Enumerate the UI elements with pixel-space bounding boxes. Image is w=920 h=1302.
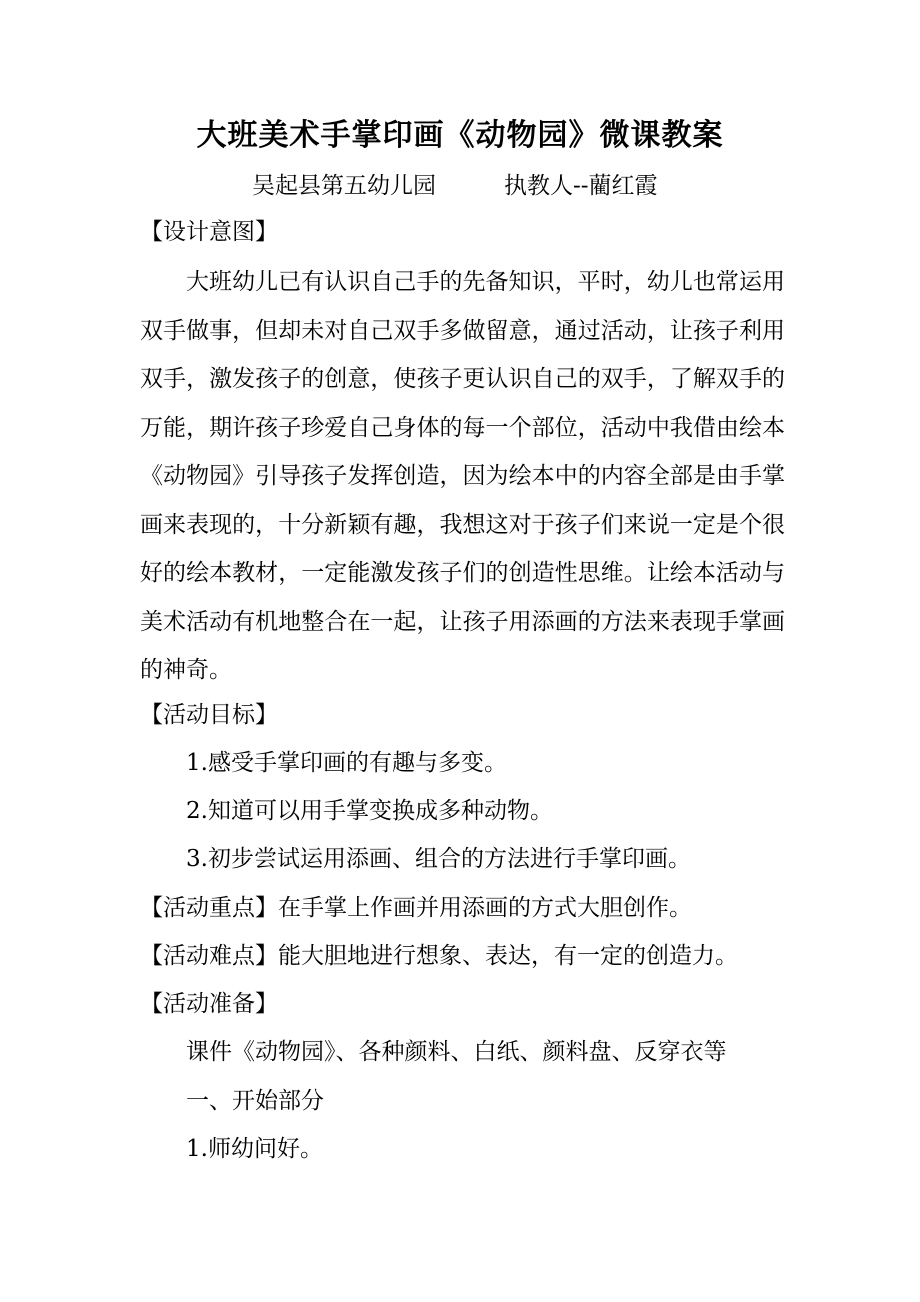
key-point: 【活动重点】在手掌上作画并用添画的方式大胆创作。 bbox=[140, 895, 692, 921]
preparation-heading: 【活动准备】 bbox=[140, 991, 278, 1017]
part-one-item-1: 1.师幼问好。 bbox=[186, 1136, 323, 1162]
design-intent-heading: 【设计意图】 bbox=[140, 219, 278, 245]
difficulty: 【活动难点】能大胆地进行想象、表达，有一定的创造力。 bbox=[140, 943, 738, 969]
goals-heading: 【活动目标】 bbox=[140, 702, 278, 728]
goal-item-1: 1.感受手掌印画的有趣与多变。 bbox=[186, 750, 507, 776]
teacher-name: 执教人--藺红霞 bbox=[504, 173, 658, 199]
goal-item-3: 3.初步尝试运用添画、组合的方法进行手掌印画。 bbox=[186, 846, 691, 872]
preparation-body: 课件《动物园》、各种颜料、白纸、颜料盘、反穿衣等 bbox=[186, 1039, 727, 1065]
design-intent-paragraph: 大班幼儿已有认识自己手的先备知识，平时，幼儿也常运用双手做事，但却未对自己双手多做留意，通过活动，让孩子利用双手，激发孩子的创意，使孩子更认识自己的双手，了解双手的万能，期许孩子珍爱自己身体的每一个部位，活动中我借由绘本《动物园》引导孩子发挥创造，因为绘本中的内容全部是由手掌画来表现的，十分新颖有趣，我想这对于孩子们来说一定是个很好的绘本教材，一定能激发孩子们的创造性思维。让绘本活动与美术活动有机地整合在一起，让孩子用添画的方法来表现手掌画的神奇。 bbox=[140, 269, 785, 683]
goal-item-2: 2.知道可以用手掌变换成多种动物。 bbox=[186, 798, 553, 824]
part-one-heading: 一、开始部分 bbox=[186, 1088, 324, 1114]
school-name: 吴起县第五幼儿园 bbox=[252, 173, 436, 199]
document-title: 大班美术手掌印画《动物园》微课教案 bbox=[196, 118, 724, 153]
